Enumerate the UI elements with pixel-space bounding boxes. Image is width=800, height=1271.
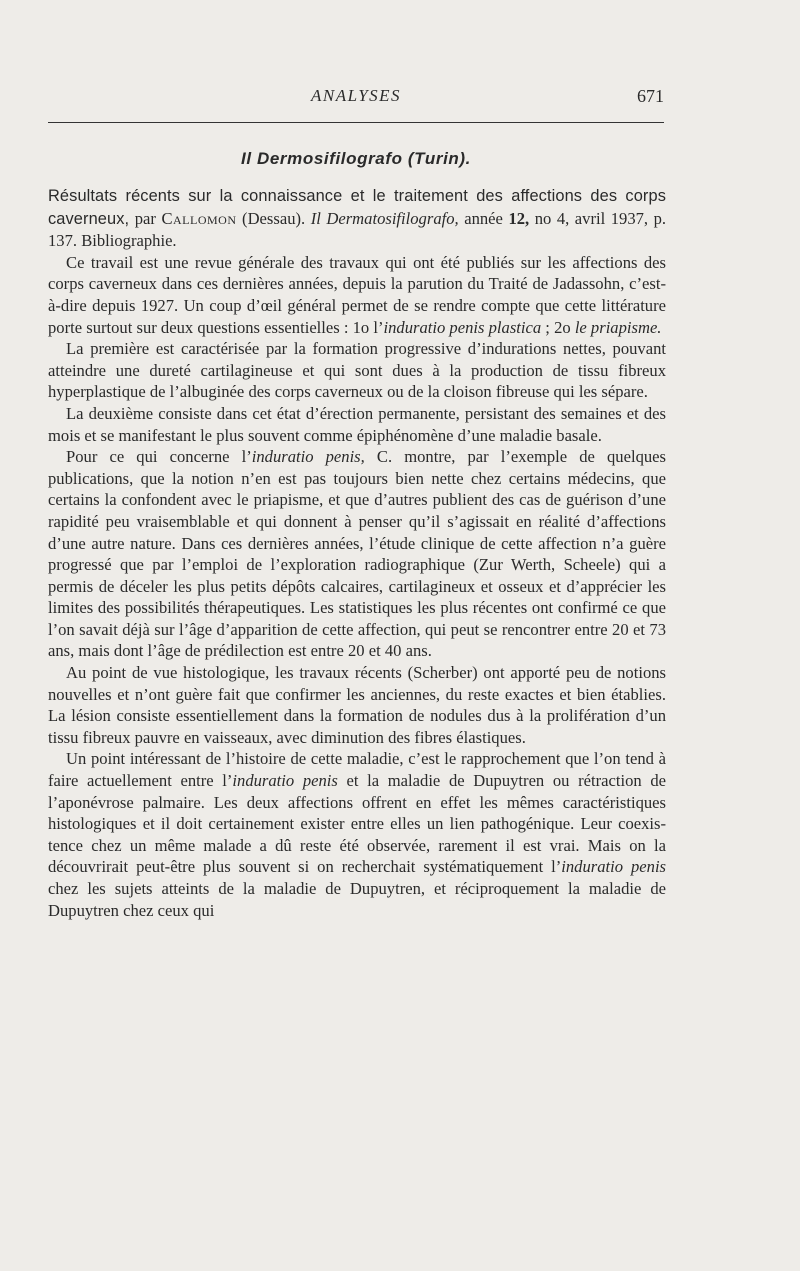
reference-year-label: année bbox=[464, 208, 503, 228]
paragraph-2: La première est caractérisée par la formation progressive d’indurations nettes, pouvant atteindre une dureté cartilagineuse et qui sont dues à la production de tissu fibreux hyperplastique de l’albuginée des corps caverneux ou de la cloison fibreuse qui les sépare. bbox=[48, 339, 666, 402]
reference-author: Callomon bbox=[161, 208, 237, 228]
journal-title: Il Dermosifilografo (Turin). bbox=[241, 149, 471, 168]
paragraph-6-text-a: Un point intéressant de l’histoire de cette maladie, c’est le rapprochement que l’on tend à faire actuellement entre l’ bbox=[48, 749, 666, 791]
page-number: 671 bbox=[637, 86, 664, 106]
paragraph-4 bbox=[48, 446, 666, 662]
paragraph-6-text-e: chez les sujets atteints de la maladie de Dupuytren, et réciproquement la maladie de Dupuytren chez ceux qui bbox=[48, 879, 666, 920]
paragraph-4-italic-term: induratio penis, bbox=[251, 447, 365, 467]
paragraph-6-italic-term-2: induratio penis bbox=[561, 857, 667, 877]
paragraph-6 bbox=[48, 748, 666, 921]
paragraph-1-italic-term: induratio penis plastica bbox=[383, 317, 542, 337]
paragraph-6-text-c: et la maladie de Dupuytren ou rétraction de l’aponévrose palmaire. Les deux affections offrent en effet les mêmes caractéristiques histologiques et il doit certainement exister entre elles un lien pathogénique. Leur coexistence chez un même malade a dû reste été observée, rarement il est vrai. Mais on la découvrirait peut-être plus souvent si on recherchait systématiquement l’ bbox=[48, 771, 667, 877]
reference-volume: 12, bbox=[508, 208, 530, 228]
running-title: ANALYSES bbox=[310, 86, 402, 105]
paragraph-1-text-c: ; 2o bbox=[541, 317, 575, 337]
paragraph-5: Au point de vue histologique, les travaux récents (Scherber) ont apporté peu de notions nouvelles et n’ont guère fait que confirmer les anciennes, du reste exactes et bien établies. La lésion consiste essentiellement dans la formation de nodules dus à la prolifération d’un tissu fibreux pauvre en vaisseaux, avec diminution des fibres élastiques. bbox=[48, 663, 666, 747]
paragraph-3: La deuxième consiste dans cet état d’érection permanente, persistant des semaines et des mois et se manifestant le plus souvent comme épiphénomène d’une maladie basale. bbox=[48, 403, 666, 445]
paragraph-1-text-a: Ce travail est une revue générale des travaux qui ont été publiés sur les affections des corps caverneux dans ces dernières années, depuis la parution du Traité de Jadassohn, c’est-à-dire depuis 1927. Un coup d’œil général permet de se rendre compte que cette littérature porte surtout sur deux questions essentielles : 1o l’ bbox=[48, 252, 666, 337]
reference-affiliation: (Dessau). bbox=[242, 208, 306, 228]
paragraph-4-text-c: C. montre, par l’exemple de quelques publications, que la notion n’en est pas toujours bien nette chez certains médecins, que certains la confondent avec le priapisme, et que d’autres publient des cas de guérison d’une rapidité peu vraisemblable et qui donnent à penser qu’il s’agissait en réalité d’affections d’une autre nature. Dans ces dernières années, l’étude clinique de cette affection n’a guère progressé que par l’emploi de l’exploration radiographique (Zur Werth, Scheele) qui a permis de déceler les plus petits dépôts calcaires, cartilagineux et osseux et d’apprécier les limites des possibilités thérapeutiques. Les statistiques les plus récentes ont confirmé ce que l’on savait déjà sur l’âge d’apparition de cette affection, qui peut se rencontrer entre 20 et 73 ans, mais dont l’âge de prédilection est entre 20 et 40 ans. bbox=[48, 447, 666, 661]
reference-entry bbox=[48, 185, 666, 252]
running-head bbox=[48, 86, 664, 112]
reference-issue-pages: no 4, avril 1937, p. 137. Bibliographie. bbox=[48, 208, 667, 251]
reference-journal: Il Dermatosifilografo, bbox=[310, 208, 459, 228]
paragraph-4-text-a: Pour ce qui concerne l’ bbox=[66, 447, 252, 467]
paragraph-1 bbox=[48, 252, 666, 338]
paragraph-6-italic-term-1: induratio penis bbox=[232, 771, 338, 791]
reference-by: par bbox=[134, 208, 156, 228]
article-title: Résultats récents sur la connaissance et le traitement des affections des corps caverneux, bbox=[48, 187, 666, 228]
article-body bbox=[48, 185, 666, 921]
paragraph-1-italic-priapisme: le priapisme. bbox=[574, 317, 662, 337]
header-rule bbox=[48, 122, 664, 123]
